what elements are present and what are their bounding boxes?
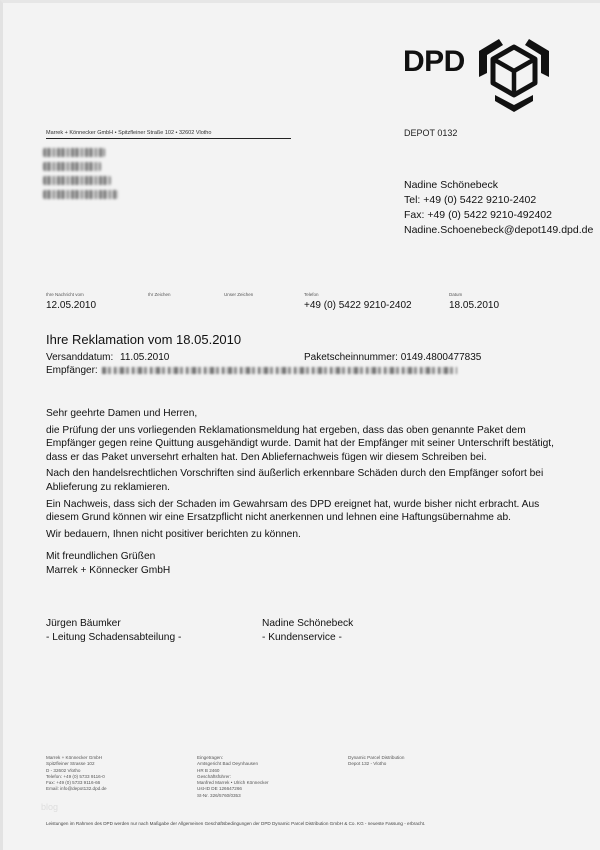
signature-role: - Kundenservice - xyxy=(262,632,342,643)
body-paragraph: Ein Nachweis, dass sich der Schaden im Gewahrsam des DPD ereignet hat, wurde bisher nicht erbracht. Aus diesem Grund können wir eine Ersatzpflicht nicht anerkennen und lehnen eine Haftungsübernahme ab. xyxy=(46,498,540,524)
ref-date: Datum 18.05.2010 xyxy=(449,292,500,311)
contact-email[interactable]: Nadine.Schoenebeck@depot149.dpd.de xyxy=(404,224,594,236)
closing-company: Marrek + Könnecker GmbH xyxy=(46,565,171,576)
footer-registration-info: Eingetragen: Amtsgericht Bad Oeynhausen HR B 2460 Geschäftsführer: Manfred Marrek • Ulrich Könnecker Ust-ID DE 126647266 St-Nr. 326/5760/0353 xyxy=(197,755,269,798)
closing-block xyxy=(46,550,170,578)
meta-row-dates xyxy=(46,351,566,364)
redacted-line xyxy=(43,176,111,185)
signature-right xyxy=(262,617,353,645)
shipment-meta xyxy=(46,351,566,377)
reference-row xyxy=(46,292,566,316)
closing-greeting: Mit freundlichen Grüßen xyxy=(46,551,156,562)
paketschein-value: 0149.4800477835 xyxy=(400,352,482,363)
dpd-cube-icon xyxy=(475,33,553,113)
depot-label: DEPOT 0132 xyxy=(404,128,458,138)
contact-block xyxy=(404,178,593,238)
recipient-address-redacted xyxy=(43,148,123,204)
salutation: Sehr geehrte Damen und Herren, xyxy=(46,408,198,419)
footer-company-info: Marrek + Könnecker GmbH Spitzfleiner Strasse 102 D - 32602 Vlotho Telefon: +49 (0) 5733 9116-0 Fax: +49 (0) 5733 9116-66 Email: info@depot132.dpd.de xyxy=(46,755,107,792)
versanddatum-value: 11.05.2010 xyxy=(120,352,170,363)
letter-body xyxy=(46,407,566,544)
redacted-line xyxy=(43,148,105,157)
paketschein xyxy=(304,351,481,364)
body-paragraph: die Prüfung der uns vorliegenden Reklamationsmeldung hat ergeben, dass das oben genannte Paket dem Empfänger gegen reine Quittung ausgehändigt wurde. Damit hat der Empfänger mit seiner Unterschrift bestätigt, dass er das Paket unversehrt erhalten hat. Den Abliefernachweis fügen wir diesem Schreiben bei. xyxy=(46,424,554,463)
signature-role: - Leitung Schadensabteilung - xyxy=(46,632,182,643)
versanddatum-label: Versanddatum: xyxy=(46,352,114,363)
sender-return-line: Marrek + Könnecker GmbH • Spitzfleiner Straße 102 • 32602 Vlotho xyxy=(46,130,291,139)
contact-tel: Tel: +49 (0) 5422 9210-2402 xyxy=(404,194,537,206)
body-paragraph: Wir bedauern, Ihnen nicht positiver berichten zu können. xyxy=(46,528,301,540)
watermark: blog xyxy=(41,802,59,812)
signature-name: Jürgen Bäumker xyxy=(46,618,121,629)
empfaenger-redacted xyxy=(102,367,457,374)
redacted-line xyxy=(43,162,101,171)
logo-text: DPD xyxy=(403,45,465,78)
footer-dpd-info: Dynamic Parcel Distribution Depot 132 - Vlotho xyxy=(348,755,405,767)
body-paragraph: Nach den handelsrechtlichen Vorschriften sind äußerlich erkennbare Schäden durch den Empfänger sofort bei Ablieferung zu reklamieren. xyxy=(46,468,544,493)
ref-our-sign: Unser Zeichen xyxy=(224,292,254,297)
ref-your-sign: Ihr Zeichen xyxy=(148,292,171,297)
ref-phone: Telefon +49 (0) 5422 9210-2402 xyxy=(304,292,412,311)
subject-line: Ihre Reklamation vom 18.05.2010 xyxy=(46,332,242,347)
signature-left xyxy=(46,617,181,645)
redacted-line xyxy=(43,190,118,199)
contact-name: Nadine Schönebeck xyxy=(404,179,498,191)
paketschein-label: Paketscheinnummer: xyxy=(304,352,398,363)
ref-your-message: Ihre Nachricht vom 12.05.2010 xyxy=(46,292,97,311)
dpd-logo xyxy=(403,33,553,108)
signature-name: Nadine Schönebeck xyxy=(262,618,354,629)
footer-legal-notice: Leistungen im Rahmen des DPD werden nur nach Maßgabe der Allgemeinen Geschäftsbedingungen der DPD Dynamic Parcel Distribution GmbH & Co. KG - neueste Fassung - erbracht. xyxy=(46,821,426,826)
empfaenger-label: Empfänger: xyxy=(46,365,98,376)
contact-fax: Fax: +49 (0) 5422 9210-492402 xyxy=(404,209,552,221)
meta-row-recipient xyxy=(46,364,566,377)
